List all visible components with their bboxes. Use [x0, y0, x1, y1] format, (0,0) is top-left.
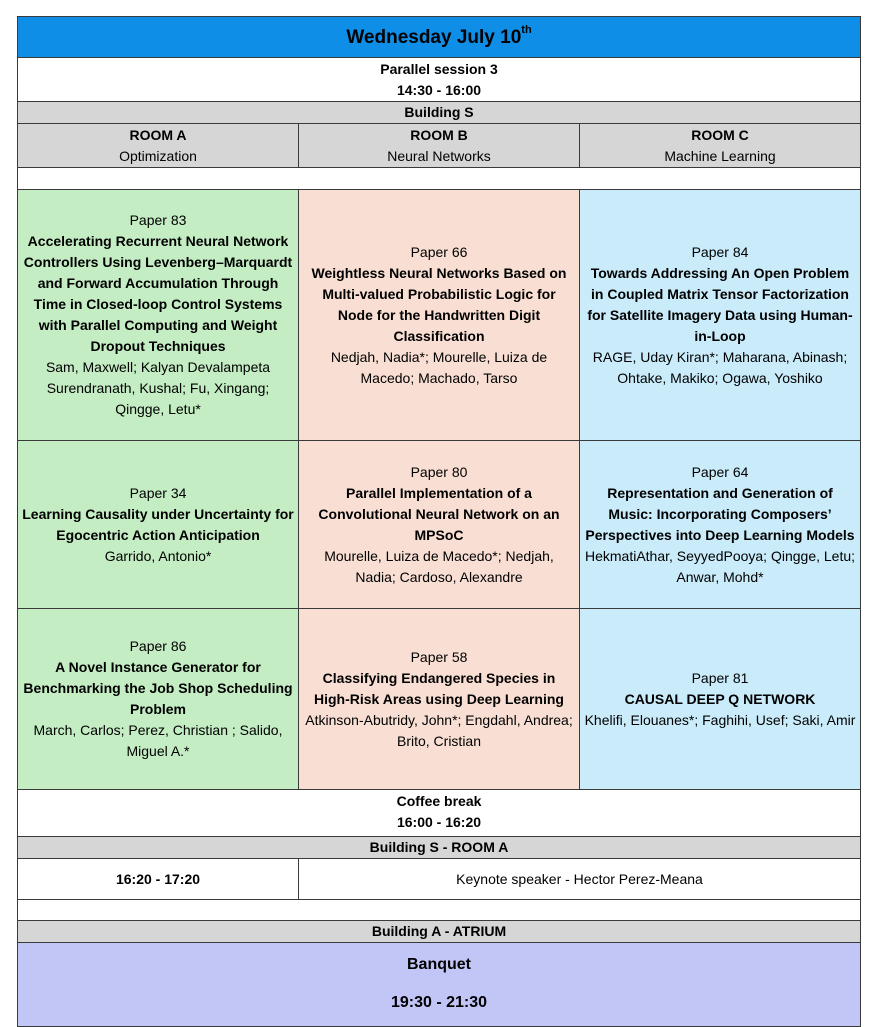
paper-authors: Nedjah, Nadia*; Mourelle, Luiza de Macedo; Machado, Tarso: [330, 348, 548, 386]
keynote-row: [17, 859, 861, 900]
banquet-label: Banquet: [407, 956, 471, 973]
paper-title: Classifying Endangered Species in High-Risk Areas using Deep Learning: [314, 669, 564, 707]
paper-cell: [580, 190, 860, 440]
banquet-row: [17, 943, 861, 1027]
paper-number: Paper 66: [410, 243, 468, 260]
day-title: Wednesday July 10: [346, 27, 522, 48]
rooms-header: [17, 124, 861, 168]
room-a-header: [18, 124, 299, 167]
paper-cell: [299, 609, 580, 789]
paper-number: Paper 83: [129, 212, 187, 228]
paper-authors: Khelifi, Elouanes*; Faghihi, Usef; Saki, Amir: [584, 711, 856, 728]
day-header: [17, 16, 861, 58]
paper-authors: Sam, Maxwell; Kalyan Devalampeta Surendranath, Kushal; Fu, Xingang; Qingge, Letu*: [45, 359, 271, 417]
paper-number: Paper 64: [691, 463, 749, 480]
spacer-row: [17, 168, 861, 190]
paper-number: Paper 84: [691, 243, 749, 260]
room-a-name: ROOM A: [129, 127, 187, 143]
paper-title: Towards Addressing An Open Problem in Coupled Matrix Tensor Factorization for Satellite Imagery Data using Human-in-Loop: [587, 264, 853, 344]
paper-number: Paper 86: [129, 638, 187, 654]
room-b-topic: Neural Networks: [387, 148, 491, 164]
paper-cell: [18, 609, 299, 789]
paper-title: Weightless Neural Networks Based on Multi-valued Probabilistic Logic for Node for the Handwritten Digit Classification: [311, 264, 567, 344]
paper-title: CAUSAL DEEP Q NETWORK: [624, 690, 816, 707]
paper-authors: Garrido, Antonio*: [104, 547, 212, 564]
keynote-speaker: Keynote speaker - Hector Perez-Meana: [456, 870, 703, 887]
paper-row: [17, 190, 861, 441]
paper-title: Learning Causality under Uncertainty for Egocentric Action Anticipation: [22, 505, 294, 543]
room-b-name: ROOM B: [410, 127, 468, 143]
room-c-name: ROOM C: [691, 127, 749, 143]
paper-title: Parallel Implementation of a Convolutional Neural Network on an MPSoC: [318, 484, 560, 543]
empty-row: [17, 900, 861, 921]
paper-authors: Mourelle, Luiza de Macedo*; Nedjah, Nadia; Cardoso, Alexandre: [324, 547, 554, 585]
paper-number: Paper 58: [410, 648, 468, 665]
paper-number: Paper 81: [691, 669, 749, 686]
session-time: 14:30 - 16:00: [396, 82, 482, 98]
paper-cell: [580, 609, 860, 789]
keynote-time: 16:20 - 17:20: [18, 859, 299, 899]
paper-authors: Atkinson-Abutridy, John*; Engdahl, Andrea; Brito, Cristian: [305, 711, 573, 749]
session-header: [17, 58, 861, 102]
paper-cell: [299, 190, 580, 440]
paper-cell: [18, 190, 299, 440]
schedule-table: [17, 16, 861, 1027]
coffee-break-time: 16:00 - 16:20: [396, 814, 482, 830]
room-a-topic: Optimization: [119, 148, 197, 164]
paper-authors: RAGE, Uday Kiran*; Maharana, Abinash; Ohtake, Makiko; Ogawa, Yoshiko: [592, 348, 848, 386]
paper-authors: HekmatiAthar, SeyyedPooya; Qingge, Letu; Anwar, Mohd*: [584, 547, 856, 585]
paper-title: Representation and Generation of Music: Incorporating Composers’ Perspectives into Deep Learning Models: [585, 484, 855, 543]
paper-cell: [299, 441, 580, 608]
paper-number: Paper 80: [410, 463, 468, 480]
building-header: Building S: [17, 102, 861, 124]
paper-title: Accelerating Recurrent Neural Network Controllers Using Levenberg–Marquardt and Forward Accumulation Through Time in Closed-loop Control Systems with Parallel Computing and Weight Dropout Techniques: [23, 233, 293, 354]
paper-cell: [580, 441, 860, 608]
coffee-break-row: [17, 790, 861, 837]
paper-cell: [18, 441, 299, 608]
paper-number: Paper 34: [129, 484, 187, 501]
coffee-break-label: Coffee break: [396, 793, 482, 809]
room-b-header: [299, 124, 580, 167]
keynote-location: Building S - ROOM A: [17, 837, 861, 859]
day-ordinal-suffix: th: [521, 23, 532, 36]
paper-row: [17, 609, 861, 790]
banquet-location: Building A - ATRIUM: [17, 921, 861, 943]
paper-title: A Novel Instance Generator for Benchmarking the Job Shop Scheduling Problem: [23, 659, 293, 717]
session-label: Parallel session 3: [380, 61, 498, 77]
paper-authors: March, Carlos; Perez, Christian ; Salido, Miguel A.*: [33, 722, 283, 759]
room-c-topic: Machine Learning: [664, 148, 776, 164]
banquet-time: 19:30 - 21:30: [390, 994, 488, 1011]
room-c-header: [580, 124, 860, 167]
paper-row: [17, 441, 861, 609]
